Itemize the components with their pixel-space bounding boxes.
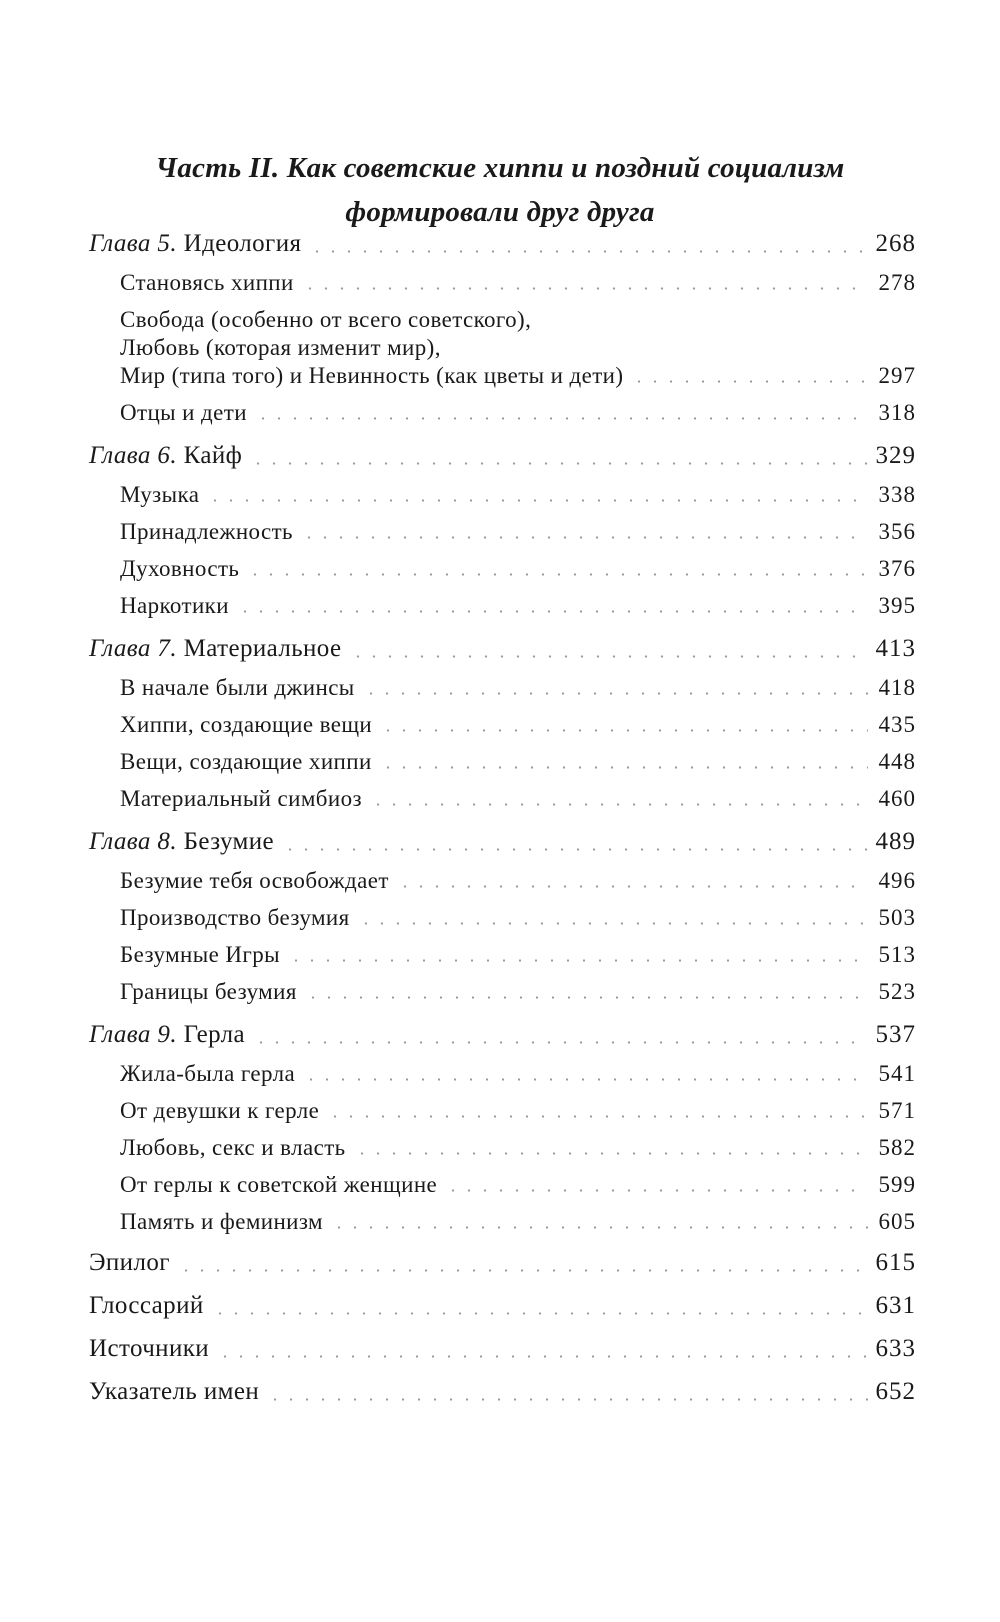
dot-leader [354, 1152, 868, 1155]
entry-title: Эпилог [89, 1249, 170, 1276]
page-number: 278 [878, 270, 916, 295]
entry-label [120, 785, 362, 813]
dot-leader [305, 996, 868, 999]
page-number: 297 [878, 363, 916, 388]
entry-title: Кайф [183, 442, 243, 469]
page-number: 541 [878, 1061, 916, 1086]
dot-leader [303, 1078, 868, 1081]
dot-leader [302, 287, 868, 290]
page-number: 605 [878, 1209, 916, 1234]
page-number: 489 [875, 828, 916, 855]
entry-label [120, 748, 372, 776]
dot-leader [363, 692, 868, 695]
entry-title: Память и феминизм [120, 1209, 324, 1234]
page-number: 599 [878, 1172, 916, 1197]
dot-leader [247, 573, 868, 576]
page-number: 318 [878, 400, 916, 425]
entry-title: Границы безумия [120, 979, 297, 1004]
dot-leader [212, 1312, 868, 1315]
entry-label [89, 1290, 204, 1322]
entry-label [120, 1171, 437, 1199]
toc-back-matter[interactable] [89, 1247, 916, 1279]
chapter-number: Глава 5. [89, 230, 177, 257]
entry-title: Становясь хиппи [120, 270, 294, 295]
toc-section[interactable] [89, 867, 916, 895]
toc-section[interactable] [89, 518, 916, 546]
page-number: 537 [875, 1021, 916, 1048]
chapter-number: Глава 6. [89, 442, 177, 469]
entry-title: В начале были джинсы [120, 675, 355, 700]
dot-leader [301, 536, 868, 539]
page-number: 356 [878, 519, 916, 544]
entry-label [120, 306, 623, 390]
toc-section[interactable] [89, 1171, 916, 1199]
page-number: 523 [878, 979, 916, 1004]
entry-title: Наркотики [120, 593, 229, 618]
table-of-contents [89, 228, 916, 1408]
dot-leader [178, 1269, 868, 1272]
entry-label [120, 941, 280, 969]
page-number: 395 [878, 593, 916, 618]
part-title [90, 146, 910, 234]
entry-label [120, 518, 293, 546]
toc-chapter[interactable] [89, 228, 916, 260]
dot-leader [327, 1115, 868, 1118]
page-number: 268 [875, 230, 916, 257]
entry-label [120, 481, 199, 509]
dot-leader [288, 959, 868, 962]
entry-title: Безумные Игры [120, 942, 280, 967]
page-number: 435 [878, 712, 916, 737]
toc-section[interactable] [89, 269, 916, 297]
entry-title: Свобода (особенно от всего советского), Любовь (которая изменит мир), Мир (типа того) и Невинность (как цветы и дети) [120, 307, 624, 388]
part-title-line-2: формировали друг друга [345, 196, 655, 228]
entry-label [120, 867, 389, 895]
entry-title: Отцы и дети [120, 400, 247, 425]
toc-section[interactable] [89, 306, 916, 390]
page-number: 338 [878, 482, 916, 507]
toc-chapter[interactable] [89, 1019, 916, 1051]
entry-title: Глоссарий [89, 1292, 204, 1319]
page-number: 418 [878, 675, 916, 700]
entry-title: Жила-была герла [120, 1061, 296, 1086]
toc-section[interactable] [89, 1097, 916, 1125]
entry-title: Производство безумия [120, 905, 350, 930]
entry-title: От девушки к герле [120, 1098, 320, 1123]
entry-label [120, 1134, 346, 1162]
toc-section[interactable] [89, 978, 916, 1006]
page-number: 633 [875, 1335, 916, 1362]
toc-section[interactable] [89, 904, 916, 932]
entry-label [89, 826, 274, 858]
toc-chapter[interactable] [89, 826, 916, 858]
toc-section[interactable] [89, 941, 916, 969]
part-title-line-1: Часть II. Как советские хиппи и поздний социализм [155, 152, 845, 184]
toc-section[interactable] [89, 711, 916, 739]
entry-label [120, 1208, 323, 1236]
entry-label [89, 1247, 170, 1279]
page-number: 571 [878, 1098, 916, 1123]
toc-chapter[interactable] [89, 633, 916, 665]
entry-label [89, 1019, 245, 1051]
dot-leader [380, 729, 868, 732]
entry-title: Принадлежность [120, 519, 293, 544]
entry-title: Герла [183, 1021, 246, 1048]
toc-back-matter[interactable] [89, 1333, 916, 1365]
dot-leader [397, 885, 868, 888]
dot-leader [207, 499, 868, 502]
toc-section[interactable] [89, 481, 916, 509]
page-number: 615 [875, 1249, 916, 1276]
entry-label [89, 440, 242, 472]
entry-label [89, 228, 301, 260]
entry-title: Указатель имен [89, 1378, 260, 1405]
entry-label [89, 1333, 209, 1365]
page-number: 513 [878, 942, 916, 967]
entry-label [120, 555, 239, 583]
dot-leader [217, 1355, 867, 1358]
entry-label [89, 633, 342, 665]
toc-chapter[interactable] [89, 440, 916, 472]
toc-section[interactable] [89, 785, 916, 813]
toc-section[interactable] [89, 399, 916, 427]
toc-section[interactable] [89, 555, 916, 583]
dot-leader [350, 655, 868, 658]
toc-section[interactable] [89, 1060, 916, 1088]
entry-title: От герлы к советской женщине [120, 1172, 438, 1197]
entry-title: Материальный симбиоз [120, 786, 362, 811]
dot-leader [370, 803, 868, 806]
toc-section[interactable] [89, 748, 916, 776]
page-number: 496 [878, 868, 916, 893]
page-number: 503 [878, 905, 916, 930]
entry-title: Материальное [183, 635, 342, 662]
dot-leader [237, 610, 868, 613]
dot-leader [380, 766, 868, 769]
page-number: 329 [875, 442, 916, 469]
dot-leader [445, 1189, 868, 1192]
page-number: 652 [875, 1378, 916, 1405]
entry-title: Музыка [120, 482, 200, 507]
entry-label [120, 269, 294, 297]
dot-leader [309, 250, 867, 253]
dot-leader [255, 417, 868, 420]
entry-title: Любовь, секс и власть [120, 1135, 346, 1160]
page-number: 460 [878, 786, 916, 811]
page-number: 448 [878, 749, 916, 774]
dot-leader [358, 922, 868, 925]
chapter-number: Глава 8. [89, 828, 177, 855]
dot-leader [253, 1041, 867, 1044]
entry-label [120, 1097, 319, 1125]
page-number: 631 [875, 1292, 916, 1319]
toc-section[interactable] [89, 674, 916, 702]
entry-title: Источники [89, 1335, 210, 1362]
entry-label [89, 1376, 259, 1408]
dot-leader [282, 848, 867, 851]
entry-title: Безумие [183, 828, 275, 855]
toc-section[interactable] [89, 1134, 916, 1162]
entry-title: Идеология [183, 230, 302, 257]
page-number: 376 [878, 556, 916, 581]
entry-label [120, 399, 247, 427]
toc-section[interactable] [89, 1208, 916, 1236]
entry-label [120, 711, 372, 739]
dot-leader [250, 462, 867, 465]
page-number: 582 [878, 1135, 916, 1160]
entry-label [120, 1060, 295, 1088]
dot-leader [631, 380, 868, 383]
entry-label [120, 592, 229, 620]
dot-leader [267, 1398, 867, 1401]
chapter-number: Глава 9. [89, 1021, 177, 1048]
chapter-number: Глава 7. [89, 635, 177, 662]
page-number: 413 [875, 635, 916, 662]
entry-label [120, 978, 297, 1006]
entry-label [120, 904, 350, 932]
entry-label [120, 674, 355, 702]
dot-leader [331, 1226, 868, 1229]
toc-back-matter[interactable] [89, 1290, 916, 1322]
entry-title: Духовность [120, 556, 240, 581]
entry-title: Безумие тебя освобождает [120, 868, 389, 893]
entry-title: Вещи, создающие хиппи [120, 749, 372, 774]
toc-back-matter[interactable] [89, 1376, 916, 1408]
toc-section[interactable] [89, 592, 916, 620]
entry-title: Хиппи, создающие вещи [120, 712, 373, 737]
